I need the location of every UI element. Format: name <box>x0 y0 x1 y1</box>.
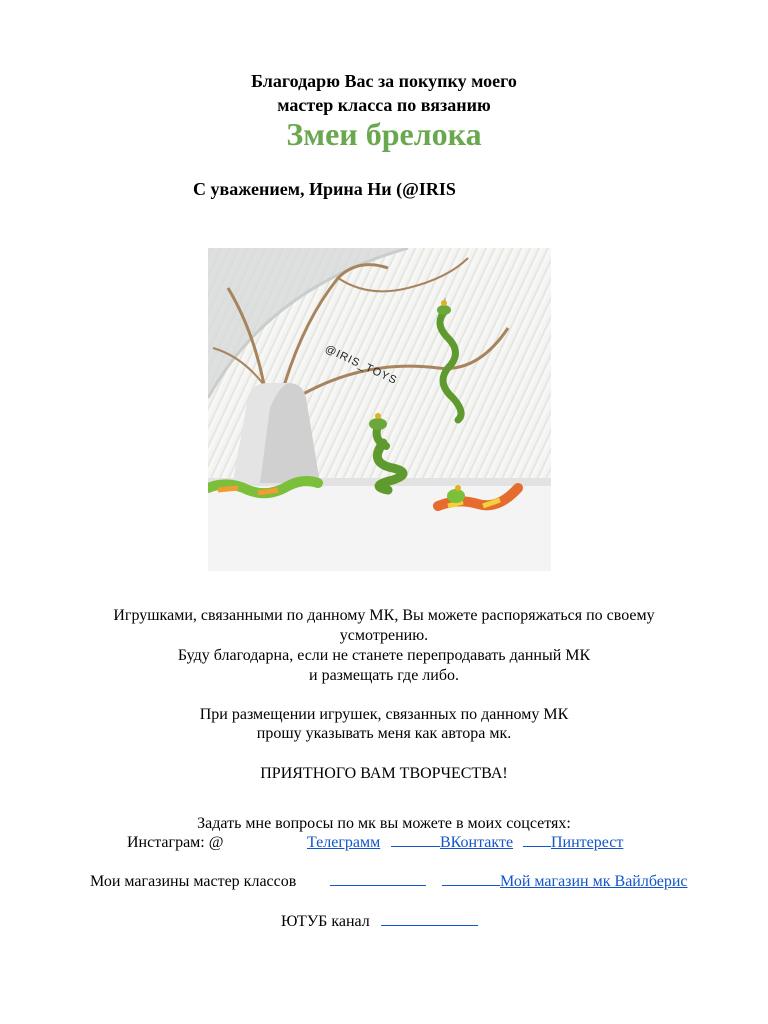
photo-illustration <box>208 248 551 571</box>
questions-text: Задать мне вопросы по мк вы можете в моих соцсетях: <box>197 815 571 832</box>
header-line-2: мастер класса по вязанию <box>277 95 491 115</box>
photo-watermark: @IRIS_TOYS <box>322 343 400 388</box>
header-line-1: Благодарю Вас за покупку моего <box>251 71 517 91</box>
text-line: Буду благодарна, если не станете перепродавать данный МК <box>177 647 591 664</box>
youtube-label: ЮТУБ канал <box>281 913 370 930</box>
wildberries-link-gap <box>442 871 500 886</box>
link-underline-gap <box>523 832 551 847</box>
vk-link[interactable]: ВКонтакте <box>440 834 514 851</box>
shops-link-blank[interactable] <box>330 871 426 886</box>
instagram-label: Инстаграм: @ <box>127 834 224 851</box>
shops-label: Мои магазины мастер классов <box>90 873 297 890</box>
text-line: прошу указывать меня как автора мк. <box>256 725 512 742</box>
closing-wish: ПРИЯТНОГО ВАМ ТВОРЧЕСТВА! <box>260 765 508 782</box>
telegram-link[interactable]: Телеграмм <box>307 834 381 851</box>
text-line: и размещать где либо. <box>309 667 459 684</box>
signature: С уважением, Ирина Ни (@IRIS <box>193 179 456 199</box>
pinterest-link[interactable]: Пинтерест <box>551 834 624 851</box>
document-title: Змеи брелока <box>286 116 482 152</box>
link-underline-gap <box>391 832 440 847</box>
wildberries-link[interactable]: Мой магазин мк Вайлберис <box>500 873 688 890</box>
text-line: усмотрению. <box>339 627 429 644</box>
text-line: Игрушками, связанными по данному МК, Вы можете распоряжаться по своему <box>113 607 655 624</box>
product-photo <box>208 248 551 571</box>
youtube-link-blank[interactable] <box>381 911 478 926</box>
text-line: При размещении игрушек, связанных по данному МК <box>199 706 569 723</box>
